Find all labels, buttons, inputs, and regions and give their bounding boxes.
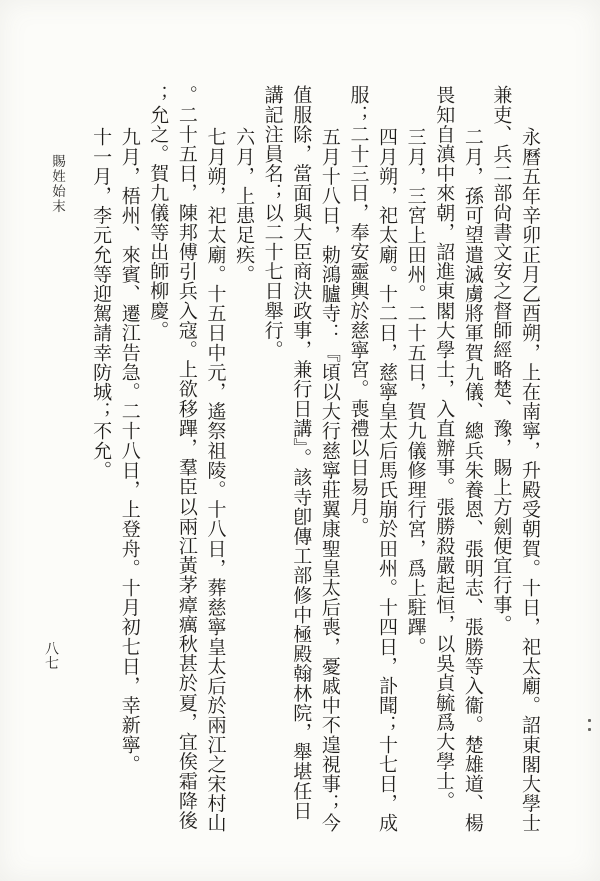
text-column: 畏知自滇中來朝，詔進東閣大學士，入直辦事。張勝殺嚴起恒，以吳貞毓爲大學士。 — [433, 85, 455, 811]
margin-book-title: 賜姓始末 — [50, 154, 65, 214]
text-column: 四月朔，祀太廟。十二日，慈寧皇太后馬氏崩於田州。十四日，訃聞；十七日，成 — [376, 127, 398, 833]
text-column: 七月朔，祀太廟。十五日中元，遙祭祖陵。十八日，葬慈寧皇太后於兩江之宋村山 — [204, 127, 226, 833]
text-column: 六月，上患足疾。 — [233, 127, 255, 284]
page-number: 八七 — [43, 641, 58, 670]
text-column: 二月，孫可望遣滅虜將軍賀九儀、總兵朱養恩、張明志、張勝等入衞。楚雄道、楊 — [461, 127, 483, 833]
ink-speck-colon — [588, 719, 591, 722]
text-column: 三月，三宮上田州。二十五日，賀九儀修理行宮，爲上駐蹕。 — [404, 127, 426, 657]
text-column: 。二十五日，陳邦傅引兵入寇。上欲移蹕，羣臣以兩江黃茅瘴癘秋甚於夏，宜俟霜降後 — [175, 85, 197, 830]
text-column: 服；二十三日，奉安靈輿於慈寧宮。喪禮以日易月。 — [347, 85, 369, 536]
text-column: 兼吏、兵二部尙書文安之督師經略楚、豫，賜上方劍便宜行事。 — [490, 85, 512, 634]
text-column: 講記注員名；以二十七日舉行。 — [261, 85, 283, 360]
main-text-block — [86, 85, 544, 848]
text-column: 永曆五年辛卯正月乙酉朔，上在南寧，升殿受朝賀。十日，祀太廟。詔東閣大學士 — [519, 127, 540, 833]
text-column: 九月，梧州、來賓、遷江告急。二十八日，上登舟。十月初七日，幸新寧。 — [118, 127, 140, 774]
text-column: 十一月，李元允等迎駕請幸防城；不允。 — [90, 127, 112, 480]
text-column: 五月十八日，勅鴻臚寺：『頃以大行慈寧莊翼康聖皇太后喪，憂戚中不遑視事；今 — [318, 127, 340, 833]
text-column: ；允之。賀九儀等出師柳慶。 — [147, 85, 169, 340]
text-column: 值服除，當面與大臣商決政事，兼行日講』。該寺卽傳工部修中極殿翰林院，舉堪任日 — [290, 85, 312, 821]
